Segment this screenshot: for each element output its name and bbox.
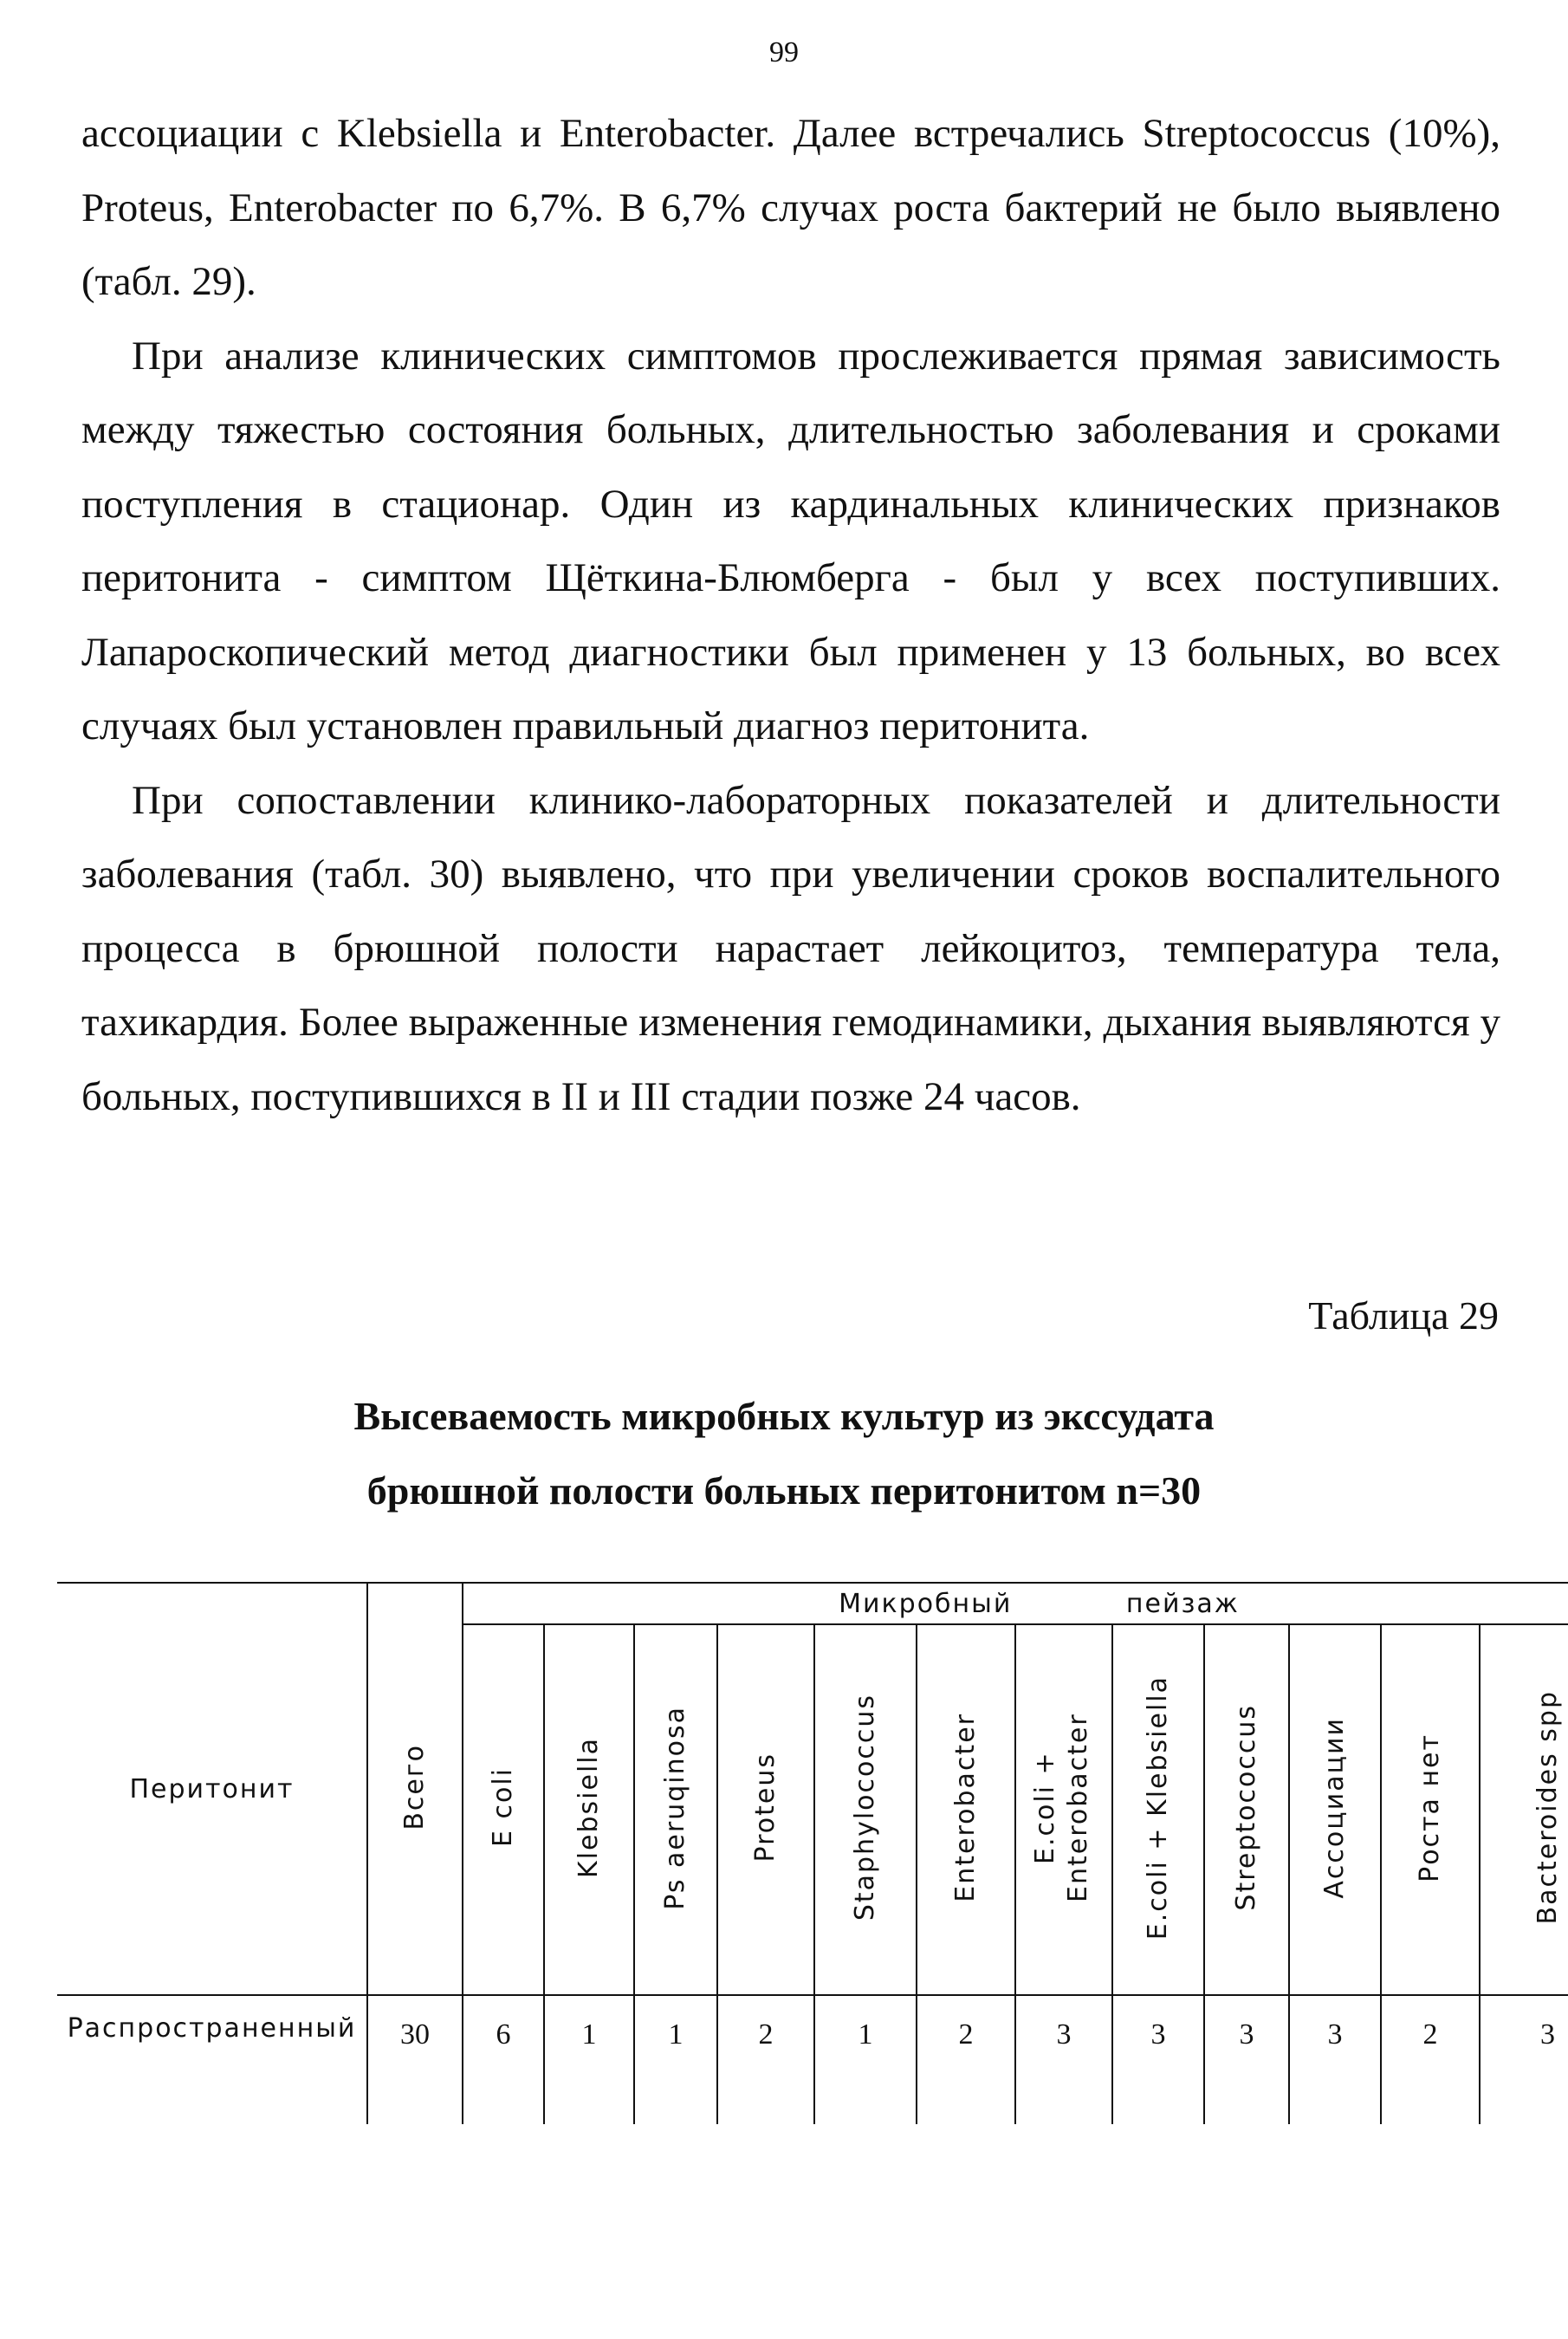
group-header-word: Микробный [839, 1588, 1013, 1619]
table-title-line: брюшной полости больных перитонитом n=30 [366, 1468, 1202, 1513]
table-cell: 3 [1480, 1995, 1568, 2124]
table-caption: Таблица 29 [1308, 1293, 1499, 1338]
column-header-peritonitis: Перитонит [57, 1583, 367, 1995]
cell-total: 30 [367, 1995, 463, 2124]
column-header-label: E.coli + Enterobacter [1030, 1713, 1093, 1902]
column-header-label: Proteus [750, 1753, 781, 1863]
paragraph: При анализе клинических симптомов прослеживается прямая зависимость между тяжестью состояния больных, длительностью заболевания и сроками поступления в стационар. Один из кардинальных клинических признаков перитонита - симптом Щёткина-Блюмберга - был у всех поступивших. Лапароскопический метод диагностики был применен у 13 больных, во всех случаях был установлен правильный диагноз перитонита. [81, 333, 1500, 748]
table-cell: 1 [634, 1995, 717, 2124]
column-header-label: E coli [488, 1767, 518, 1848]
table-title-line: Высеваемость микробных культур из экссудата [353, 1394, 1215, 1438]
table-cell: 3 [1112, 1995, 1204, 2124]
column-header-label: Staphylococcus [850, 1694, 880, 1921]
column-header-label: Ps aeruqinosa [660, 1705, 690, 1910]
column-header [717, 1624, 814, 1995]
microbial-table [57, 1582, 1568, 2124]
page-number: 99 [769, 36, 799, 68]
column-header-label: Ассоциации [1319, 1716, 1350, 1899]
column-header [814, 1624, 917, 1995]
paragraph: ассоциации с Klebsiella и Enterobacter. Далее встречались Streptococcus (10%), Proteus, Enterobacter по 6,7%. В 6,7% случах роста бактерий не было выявлено (табл. 29). [81, 111, 1500, 304]
table-cell: 3 [1289, 1995, 1381, 2124]
table-cell: 2 [917, 1995, 1015, 2124]
column-header [1381, 1624, 1480, 1995]
column-header [634, 1624, 717, 1995]
paragraph: При сопоставлении клинико-лабораторных показателей и длительности заболевания (табл. 30) выявлено, что при увеличении сроков воспалительного процесса в брюшной полости нарастает лейкоцитоз, температура тела, тахикардия. Более выраженные изменения гемодинамики, дыхания выявляются у больных, поступившихся в II и III стадии позже 24 часов. [81, 777, 1500, 1119]
column-header-label: Bacteroides spp [1532, 1690, 1563, 1925]
column-header [1480, 1624, 1568, 1995]
column-header-label: Всего [399, 1743, 430, 1830]
row-label: Распространенный [67, 2013, 357, 2044]
column-header [463, 1624, 544, 1995]
table-cell: 1 [544, 1995, 634, 2124]
table-cell: 3 [1015, 1995, 1112, 2124]
column-header [917, 1624, 1015, 1995]
table-header-row [57, 1583, 1568, 1624]
body-text [81, 97, 1500, 1134]
table-cell: 3 [1204, 1995, 1289, 2124]
group-header-microbial-landscape [463, 1583, 1568, 1624]
column-header [1289, 1624, 1381, 1995]
table-cell: 2 [1381, 1995, 1480, 2124]
column-header [1015, 1624, 1112, 1995]
column-header-label: Роста нет [1415, 1733, 1445, 1882]
column-header-label: Klebsiella [573, 1737, 604, 1878]
table-container [57, 1582, 1563, 2119]
column-header [1112, 1624, 1204, 1995]
table-cell: 6 [463, 1995, 544, 2124]
group-header-word: пейзаж [1125, 1588, 1240, 1619]
column-header [544, 1624, 634, 1995]
column-header [1204, 1624, 1289, 1995]
column-header-label: E.coli + Klebsiella [1143, 1675, 1173, 1941]
column-header-total [367, 1583, 463, 1995]
column-header-label: Enterobacter [950, 1713, 981, 1902]
table-cell: 2 [717, 1995, 814, 2124]
table-cell: 1 [814, 1995, 917, 2124]
table-title [0, 1379, 1568, 1528]
column-header-label: Streptococcus [1231, 1704, 1261, 1911]
table-row [57, 1995, 1568, 2124]
